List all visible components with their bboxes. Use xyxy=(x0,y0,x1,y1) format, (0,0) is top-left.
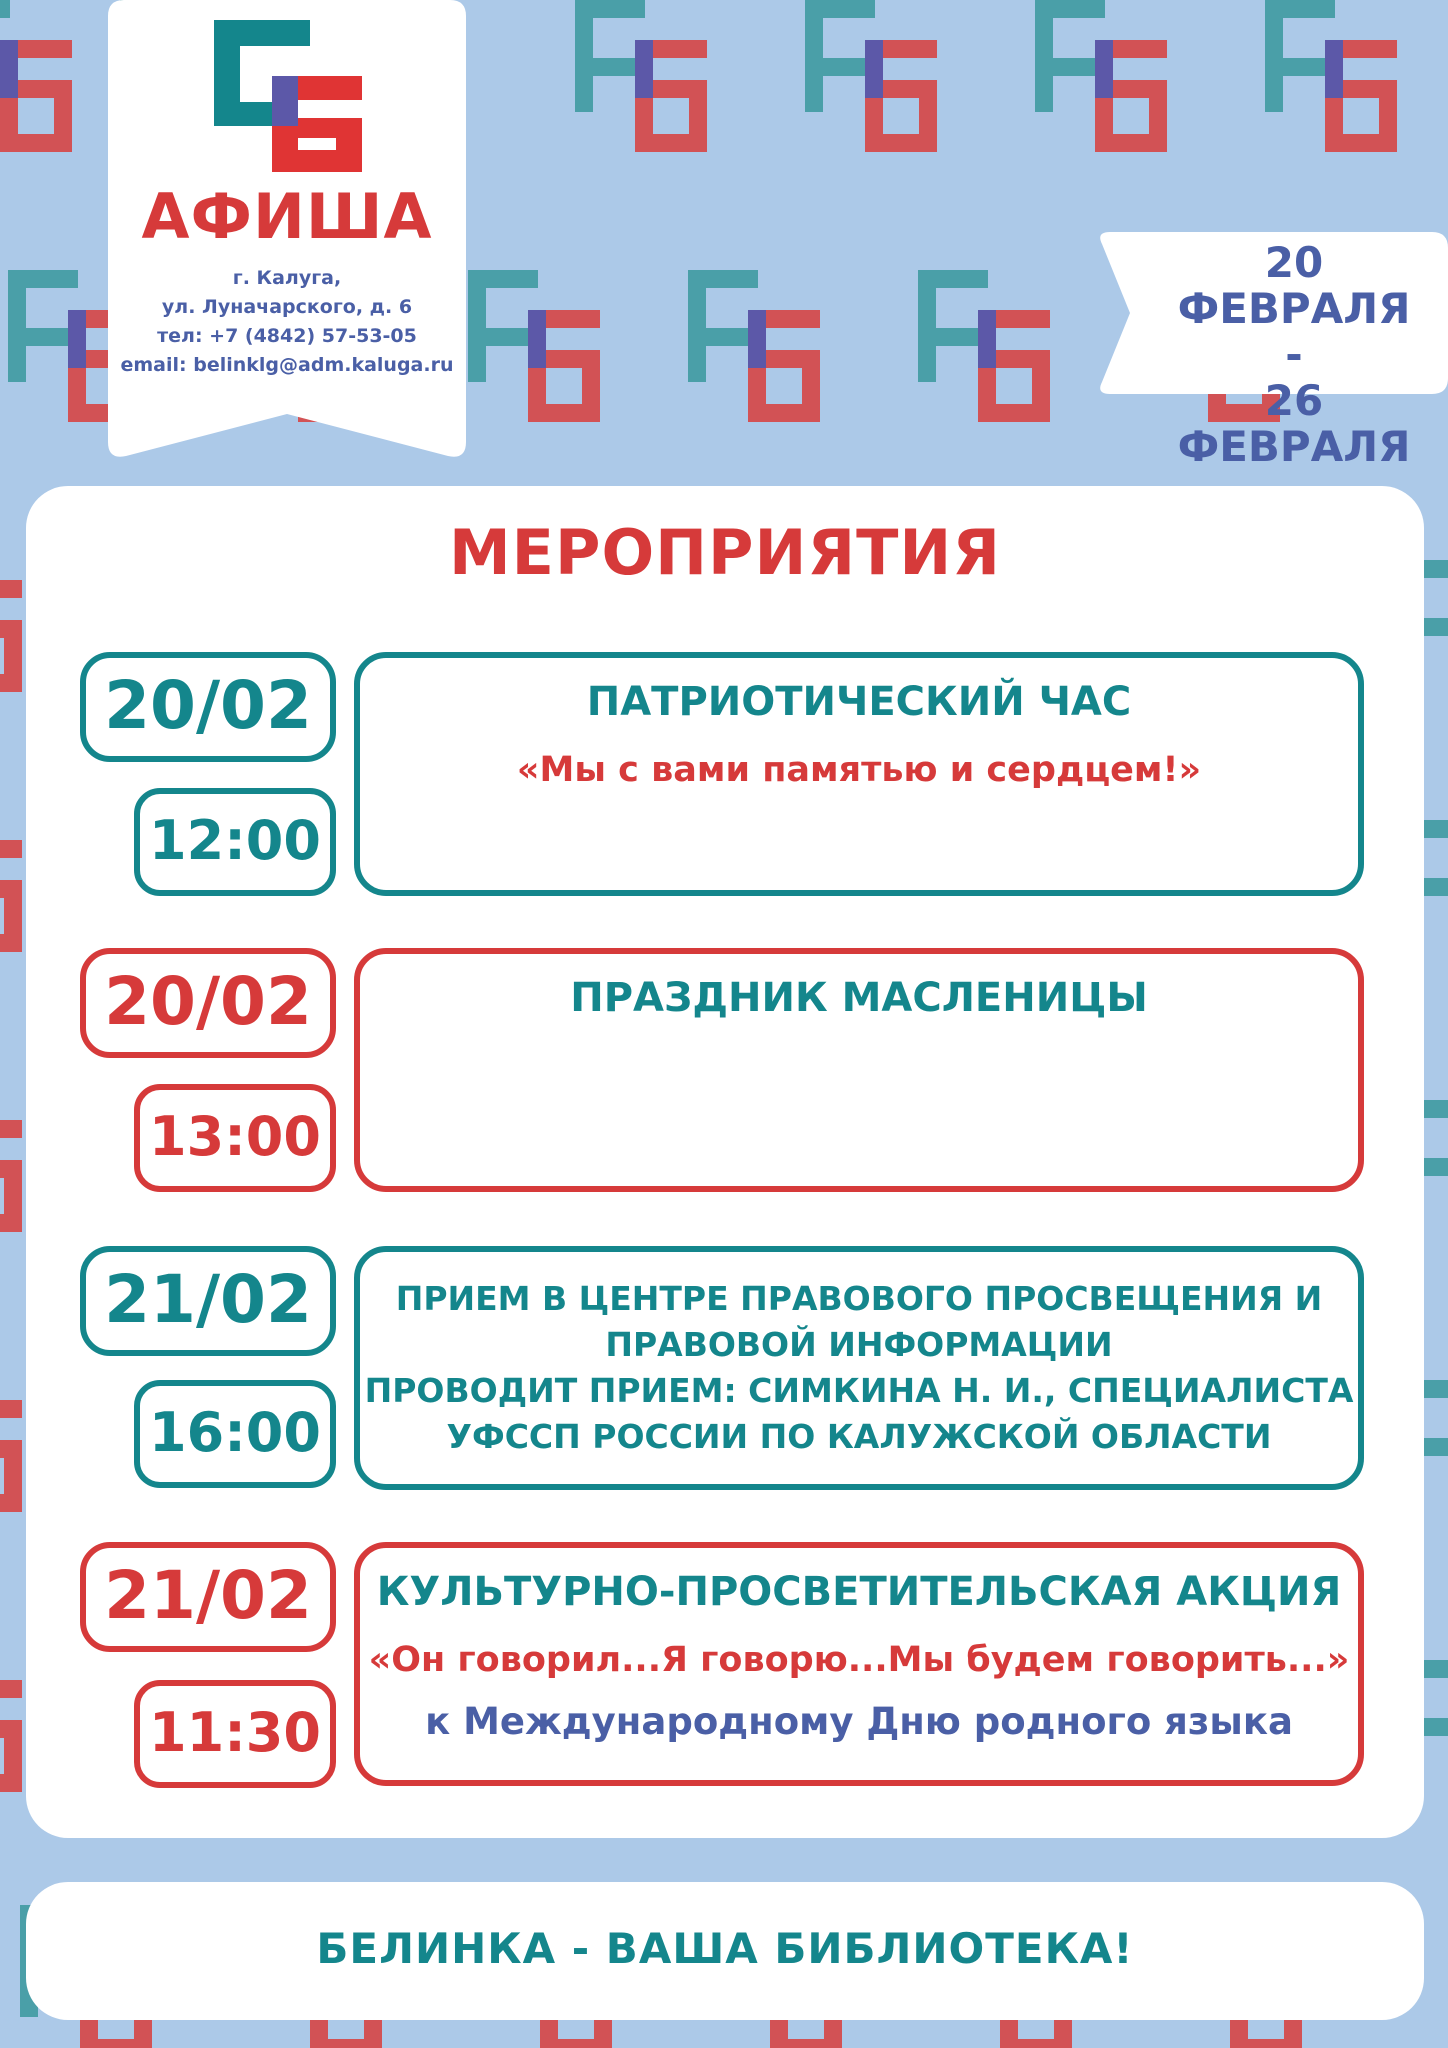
event-time: 16:00 xyxy=(134,1380,336,1488)
events-card xyxy=(26,486,1424,1838)
phone-text: тел: +7 (4842) 57-53-05 xyxy=(157,325,417,347)
event-time: 12:00 xyxy=(134,788,336,896)
event-date: 20/02 xyxy=(80,948,336,1058)
date-period xyxy=(1096,232,1448,471)
event-date: 21/02 xyxy=(80,1246,336,1356)
event-time: 11:30 xyxy=(134,1680,336,1788)
event-description xyxy=(354,1542,1364,1786)
event-description xyxy=(354,948,1364,1192)
library-logo-icon xyxy=(214,20,362,172)
address-street: ул. Луначарского, д. 6 xyxy=(161,296,413,318)
event-time: 13:00 xyxy=(134,1084,336,1192)
event-title: ПРАЗДНИК МАСЛЕНИЦЫ xyxy=(570,975,1148,1021)
address-city: г. Калуга, xyxy=(232,267,342,289)
event-subtitle: «Он говорил...Я говорю...Мы будем говорить...» xyxy=(368,1640,1350,1680)
event-date: 20/02 xyxy=(80,652,336,762)
event-description xyxy=(354,1246,1364,1490)
section-title: МЕРОПРИЯТИЯ xyxy=(448,516,1002,589)
event-description xyxy=(354,652,1364,896)
event-text-line: УФССП РОССИИ ПО КАЛУЖСКОЙ ОБЛАСТИ xyxy=(446,1417,1272,1456)
event-text-line: ПРИЕМ В ЦЕНТРЕ ПРАВОВОГО ПРОСВЕЩЕНИЯ И xyxy=(395,1279,1323,1318)
event-extra: к Международному Дню родного языка xyxy=(425,1700,1293,1743)
period-start: 20 ФЕВРАЛЯ xyxy=(1177,238,1411,333)
footer-slogan: БЕЛИНКА - ВАША БИБЛИОТЕКА! xyxy=(316,1924,1134,1973)
email-text: email: belinklg@adm.kaluga.ru xyxy=(120,354,454,376)
event-subtitle: «Мы с вами памятью и сердцем!» xyxy=(516,750,1202,790)
footer-banner xyxy=(26,1882,1424,2020)
event-date: 21/02 xyxy=(80,1542,336,1652)
event-text-line: ПРАВОВОЙ ИНФОРМАЦИИ xyxy=(605,1325,1113,1364)
period-separator: - xyxy=(1285,330,1303,379)
header-tag xyxy=(108,0,466,462)
event-text-line: ПРОВОДИТ ПРИЕМ: СИМКИНА Н. И., СПЕЦИАЛИСТА xyxy=(364,1371,1354,1410)
period-end: 26 ФЕВРАЛЯ xyxy=(1177,376,1411,471)
poster-title: АФИША xyxy=(141,180,433,253)
event-title: КУЛЬТУРНО-ПРОСВЕТИТЕЛЬСКАЯ АКЦИЯ xyxy=(376,1569,1342,1615)
event-title: ПАТРИОТИЧЕСКИЙ ЧАС xyxy=(586,679,1132,725)
